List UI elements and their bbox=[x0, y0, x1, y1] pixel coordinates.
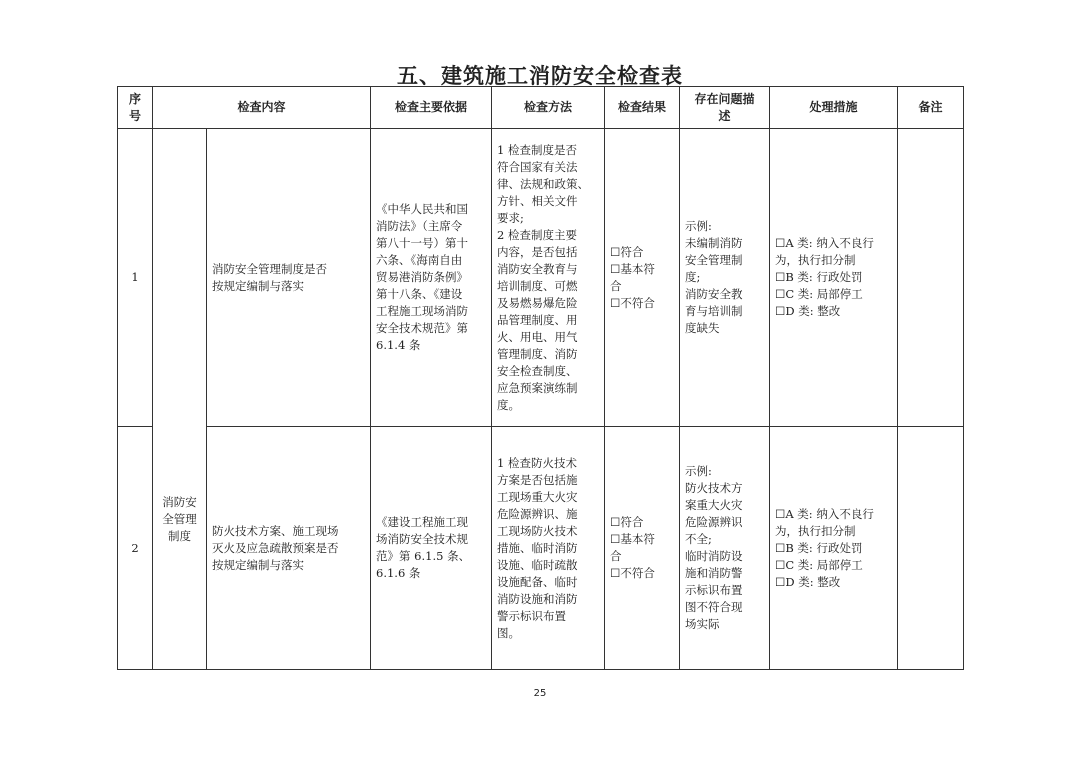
method-line: 培训制度、可燃 bbox=[497, 278, 578, 293]
issue-cell bbox=[680, 129, 770, 427]
inspection-table bbox=[117, 86, 964, 670]
header-remark: 备注 bbox=[898, 87, 964, 129]
method-line: 方案是否包括施 bbox=[497, 472, 578, 487]
measure-option[interactable]: ☐B 类: 行政处罚 bbox=[775, 540, 863, 555]
header-measure: 处理措施 bbox=[770, 87, 898, 129]
header-basis: 检查主要依据 bbox=[371, 87, 492, 129]
table-row bbox=[118, 129, 964, 427]
header-row bbox=[118, 87, 964, 129]
header-index-line: 序 bbox=[128, 91, 141, 106]
method-line: 图。 bbox=[497, 625, 521, 640]
basis-line: 第十八条、《建设 bbox=[376, 287, 463, 301]
content-line: 消防安全管理制度是否 bbox=[212, 261, 327, 276]
header-content: 检查内容 bbox=[153, 87, 371, 129]
page-title: 五、建筑施工消防安全检查表 bbox=[397, 64, 683, 88]
measure-option[interactable]: ☐C 类: 局部停工 bbox=[775, 287, 863, 301]
method-line: 设施配备、临时 bbox=[497, 574, 578, 589]
basis-line: 《中华人民共和国 bbox=[376, 202, 469, 216]
result-cell bbox=[605, 427, 680, 670]
group-line: 消防安 bbox=[162, 494, 197, 509]
measure-option[interactable]: ☐C 类: 局部停工 bbox=[775, 557, 863, 572]
row-index: 2 bbox=[118, 427, 153, 670]
basis-line: 贸易港消防条例》 bbox=[376, 270, 469, 284]
measure-line: 为，执行扣分制 bbox=[775, 523, 856, 538]
issue-line: 图不符合现 bbox=[685, 600, 743, 614]
content-cell bbox=[207, 427, 371, 670]
result-cell bbox=[605, 129, 680, 427]
issue-cell bbox=[680, 427, 770, 670]
measure-cell bbox=[770, 129, 898, 427]
basis-line: 六条、《海南自由 bbox=[376, 253, 463, 267]
measure-option[interactable]: ☐A 类: 纳入不良行 bbox=[775, 506, 874, 521]
basis-line: 6.1.4 条 bbox=[376, 338, 421, 352]
basis-line: 场消防安全技术规 bbox=[376, 532, 469, 546]
method-line: 及易燃易爆危险 bbox=[497, 295, 578, 310]
header-index-line: 号 bbox=[128, 108, 141, 123]
content-line: 防火技术方案、施工现场 bbox=[212, 523, 339, 538]
page-number: 25 bbox=[533, 688, 547, 699]
issue-line: 临时消防设 bbox=[685, 549, 743, 563]
header-method: 检查方法 bbox=[492, 87, 605, 129]
method-line: 工现场防火技术 bbox=[497, 523, 578, 538]
method-line: 度。 bbox=[497, 397, 521, 412]
basis-line: 6.1.6 条 bbox=[376, 566, 421, 580]
measure-option[interactable]: ☐D 类: 整改 bbox=[775, 574, 841, 589]
method-line: 符合国家有关法 bbox=[497, 159, 578, 174]
basis-line: 第八十一号）第十 bbox=[376, 236, 469, 250]
content-line: 按规定编制与落实 bbox=[212, 557, 304, 572]
result-option[interactable]: ☐符合 bbox=[610, 515, 644, 529]
content-cell bbox=[207, 129, 371, 427]
method-line: 火、用电、用气 bbox=[497, 329, 578, 344]
method-line: 2 检查制度主要 bbox=[497, 227, 577, 242]
method-line: 方针、相关文件 bbox=[497, 193, 578, 208]
header-result: 检查结果 bbox=[605, 87, 680, 129]
result-option[interactable]: ☐基本符 bbox=[610, 261, 655, 276]
issue-line: 育与培训制 bbox=[685, 304, 743, 318]
table-row bbox=[118, 427, 964, 670]
issue-line: 度缺失 bbox=[685, 321, 720, 335]
group-line: 制度 bbox=[168, 528, 191, 543]
method-line: 警示标识布置 bbox=[497, 608, 567, 623]
basis-line: 安全技术规范》第 bbox=[376, 321, 469, 335]
method-line: 危险源辨识、施 bbox=[497, 506, 578, 521]
issue-line: 安全管理制 bbox=[685, 253, 743, 267]
issue-line: 示标识布置 bbox=[685, 583, 743, 597]
issue-line: 施和消防警 bbox=[685, 566, 743, 580]
issue-line: 危险源辨识 bbox=[685, 515, 743, 529]
method-line: 律、法规和政策、 bbox=[497, 176, 590, 191]
method-line: 内容，是否包括 bbox=[497, 244, 578, 259]
method-line: 要求; bbox=[497, 210, 524, 225]
method-cell bbox=[492, 427, 605, 670]
header-issue-line: 述 bbox=[718, 108, 731, 123]
measure-option[interactable]: ☐B 类: 行政处罚 bbox=[775, 270, 863, 284]
issue-line: 度; bbox=[685, 270, 701, 284]
method-line: 1 检查制度是否 bbox=[497, 142, 577, 157]
measure-option[interactable]: ☐A 类: 纳入不良行 bbox=[775, 236, 874, 250]
basis-cell bbox=[371, 129, 492, 427]
issue-line: 案重大火灾 bbox=[685, 498, 743, 512]
method-line: 措施、临时消防 bbox=[497, 540, 578, 555]
issue-line: 示例: bbox=[685, 219, 712, 233]
result-option[interactable]: ☐基本符 bbox=[610, 532, 655, 546]
basis-line: 工程施工现场消防 bbox=[376, 304, 469, 318]
method-cell bbox=[492, 129, 605, 427]
header-index bbox=[118, 87, 153, 129]
method-line: 消防设施和消防 bbox=[497, 591, 578, 606]
issue-line: 未编制消防 bbox=[685, 236, 743, 250]
basis-line: 《建设工程施工现 bbox=[376, 515, 469, 529]
issue-line: 场实际 bbox=[685, 617, 720, 631]
group-line: 全管理 bbox=[162, 511, 197, 526]
method-line: 消防安全教育与 bbox=[497, 261, 578, 276]
remark-cell bbox=[898, 427, 964, 670]
issue-line: 不全; bbox=[685, 532, 712, 546]
measure-line: 为，执行扣分制 bbox=[775, 253, 856, 267]
issue-line: 防火技术方 bbox=[685, 481, 743, 495]
basis-line: 范》第 6.1.5 条、 bbox=[376, 549, 471, 563]
header-issue-line: 存在问题描 bbox=[694, 91, 755, 106]
basis-line: 消防法》（主席令 bbox=[376, 219, 463, 233]
result-option: 合 bbox=[610, 278, 622, 293]
method-line: 管理制度、消防 bbox=[497, 346, 578, 361]
group-cell bbox=[153, 129, 207, 670]
remark-cell bbox=[898, 129, 964, 427]
header-issue bbox=[680, 87, 770, 129]
issue-line: 消防安全教 bbox=[685, 287, 743, 301]
row-index: 1 bbox=[118, 129, 153, 427]
method-line: 安全检查制度、 bbox=[497, 363, 578, 378]
method-line: 工现场重大火灾 bbox=[497, 489, 578, 504]
issue-line: 示例: bbox=[685, 464, 712, 478]
result-option[interactable]: ☐不符合 bbox=[610, 295, 655, 310]
result-option[interactable]: ☐符合 bbox=[610, 244, 644, 259]
basis-cell bbox=[371, 427, 492, 670]
measure-cell bbox=[770, 427, 898, 670]
content-line: 按规定编制与落实 bbox=[212, 278, 304, 293]
method-line: 应急预案演练制 bbox=[497, 380, 578, 395]
result-option: 合 bbox=[610, 549, 622, 563]
method-line: 品管理制度、用 bbox=[497, 312, 578, 327]
result-option[interactable]: ☐不符合 bbox=[610, 566, 655, 580]
method-line: 1 检查防火技术 bbox=[497, 455, 577, 470]
content-line: 灭火及应急疏散预案是否 bbox=[212, 540, 339, 555]
method-line: 设施、临时疏散 bbox=[497, 557, 578, 572]
measure-option[interactable]: ☐D 类: 整改 bbox=[775, 304, 841, 318]
